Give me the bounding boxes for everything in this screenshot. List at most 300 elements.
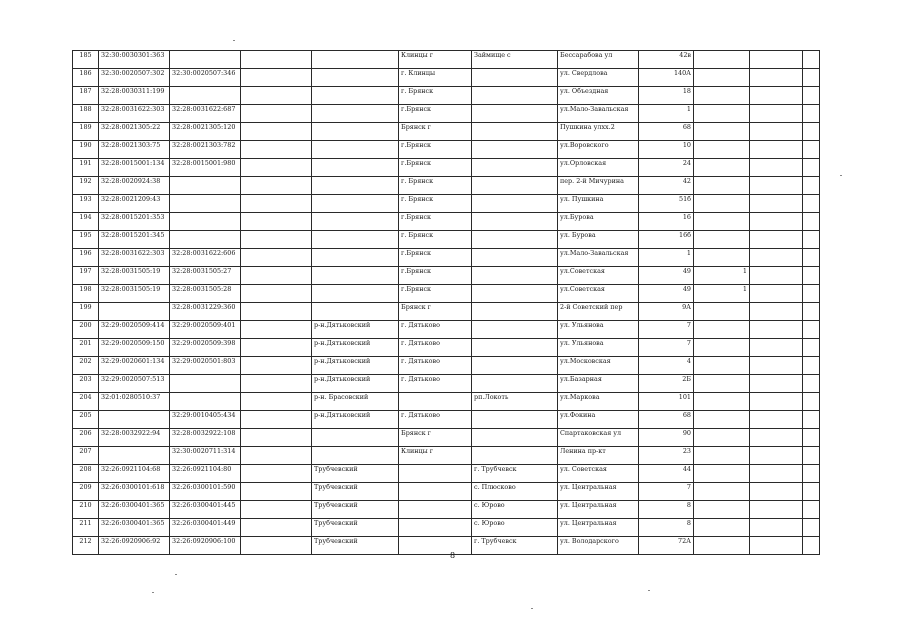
table-row [73,159,820,177]
house-number: 7 [639,321,694,339]
empty-column [750,321,803,339]
house-number: 1 [639,249,694,267]
cadastral-number-land: 32:30:0020507:302 [99,69,170,87]
district: Трубчевский [312,537,399,555]
district [312,447,399,465]
district [312,141,399,159]
district: р-н.Дятьковский [312,357,399,375]
cadastral-number-land: 32:28:0015201:345 [99,231,170,249]
scan-speck [840,175,842,176]
empty-column [750,429,803,447]
table-row [73,177,820,195]
city: Брянск г [399,429,472,447]
row-number: 188 [73,105,99,123]
city: Брянск г [399,303,472,321]
cadastral-number-land: 32:26:0300401:365 [99,519,170,537]
row-number: 204 [73,393,99,411]
cadastral-number-land: 32:28:0021209:43 [99,195,170,213]
end-column [803,411,820,429]
row-number: 185 [73,51,99,69]
cadastral-number-building: 32:29:0020501:803 [170,357,241,375]
flag-column [694,231,750,249]
city: г. Брянск [399,231,472,249]
table-row [73,321,820,339]
row-number: 198 [73,285,99,303]
row-number: 191 [73,159,99,177]
cadastral-number-building [170,195,241,213]
table-row [73,213,820,231]
cadastral-number-building [170,51,241,69]
row-number: 199 [73,303,99,321]
district [312,159,399,177]
row-number: 205 [73,411,99,429]
cadastral-number-land [99,411,170,429]
cadastral-number-building: 32:28:0021303:782 [170,141,241,159]
empty-column [750,141,803,159]
house-number: 23 [639,447,694,465]
extra-number [241,447,312,465]
cadastral-number-building [170,87,241,105]
table-row [73,249,820,267]
empty-column [750,267,803,285]
house-number: 90 [639,429,694,447]
district [312,285,399,303]
house-number: 18 [639,87,694,105]
house-number: 8 [639,501,694,519]
table-row [73,519,820,537]
street: ул. Пушкина [558,195,639,213]
city: г.Брянск [399,141,472,159]
table-row [73,447,820,465]
city [399,501,472,519]
row-number: 189 [73,123,99,141]
empty-column [750,357,803,375]
extra-number [241,303,312,321]
row-number: 186 [73,69,99,87]
end-column [803,195,820,213]
house-number: 68 [639,411,694,429]
settlement [472,303,558,321]
cadastral-number-land: 32:28:0021303:75 [99,141,170,159]
cadastral-number-building: 32:28:0031505:27 [170,267,241,285]
settlement [472,141,558,159]
cadastral-number-building: 32:28:0031622:687 [170,105,241,123]
extra-number [241,357,312,375]
street: ул.Московская [558,357,639,375]
empty-column [750,105,803,123]
street: ул.Воровского [558,141,639,159]
cadastral-number-building: 32:26:0300401:449 [170,519,241,537]
end-column [803,285,820,303]
flag-column [694,465,750,483]
row-number: 209 [73,483,99,501]
settlement [472,195,558,213]
cadastral-number-building: 32:28:0031505:28 [170,285,241,303]
flag-column [694,87,750,105]
settlement: Займище с [472,51,558,69]
empty-column [750,375,803,393]
scan-speck [175,574,177,575]
street: ул. Объездная [558,87,639,105]
cadastral-number-building: 32:26:0300101:590 [170,483,241,501]
empty-column [750,213,803,231]
row-number: 187 [73,87,99,105]
scan-speck [152,592,154,593]
page-number: 8 [449,551,456,560]
street: ул. Ульянова [558,321,639,339]
extra-number [241,411,312,429]
settlement [472,123,558,141]
cadastral-number-building: 32:26:0920906:100 [170,537,241,555]
street: ул.Советская [558,285,639,303]
end-column [803,429,820,447]
empty-column [750,303,803,321]
cadastral-number-land: 32:28:0015201:353 [99,213,170,231]
scan-speck [233,40,235,41]
cadastral-number-building: 32:28:0032922:108 [170,429,241,447]
flag-column [694,123,750,141]
empty-column [750,465,803,483]
district [312,231,399,249]
flag-column [694,249,750,267]
city: г. Дятьково [399,375,472,393]
settlement [472,447,558,465]
flag-column [694,69,750,87]
empty-column [750,339,803,357]
end-column [803,375,820,393]
extra-number [241,123,312,141]
end-column [803,51,820,69]
table-row [73,501,820,519]
extra-number [241,141,312,159]
extra-number [241,51,312,69]
row-number: 196 [73,249,99,267]
extra-number [241,177,312,195]
end-column [803,87,820,105]
flag-column [694,375,750,393]
flag-column [694,339,750,357]
city: г. Брянск [399,195,472,213]
district [312,267,399,285]
district [312,429,399,447]
flag-column [694,393,750,411]
table-row [73,141,820,159]
cadastral-number-land: 32:01:0280510:37 [99,393,170,411]
street: Пушкина улхх.2 [558,123,639,141]
house-number: 42в [639,51,694,69]
city: г. Дятьково [399,339,472,357]
table-row [73,357,820,375]
extra-number [241,267,312,285]
extra-number [241,69,312,87]
cadastral-number-building [170,393,241,411]
flag-column [694,411,750,429]
settlement [472,285,558,303]
property-register-table [72,50,820,555]
cadastral-number-land [99,303,170,321]
cadastral-number-land: 32:26:0920906:92 [99,537,170,555]
house-number: 8 [639,519,694,537]
end-column [803,339,820,357]
cadastral-number-land: 32:26:0300401:365 [99,501,170,519]
street: Спартаковская ул [558,429,639,447]
cadastral-number-building: 32:26:0300401:445 [170,501,241,519]
street: ул.Маркова [558,393,639,411]
cadastral-number-land: 32:28:0015001:134 [99,159,170,177]
cadastral-number-land: 32:29:0020601:134 [99,357,170,375]
cadastral-number-building [170,231,241,249]
cadastral-number-land: 32:29:0020509:150 [99,339,170,357]
house-number: 9А [639,303,694,321]
settlement [472,69,558,87]
street: ул. Центральная [558,483,639,501]
flag-column [694,177,750,195]
city: г.Брянск [399,159,472,177]
street: ул. Центральная [558,519,639,537]
settlement [472,411,558,429]
house-number: 44 [639,465,694,483]
flag-column [694,213,750,231]
table-row [73,123,820,141]
extra-number [241,375,312,393]
city: г. Дятьково [399,411,472,429]
row-number: 211 [73,519,99,537]
table-body [73,51,820,555]
settlement: с. Юрово [472,519,558,537]
cadastral-number-land: 32:28:0031505:19 [99,285,170,303]
district [312,213,399,231]
district: Трубчевский [312,483,399,501]
street: ул. Центральная [558,501,639,519]
row-number: 212 [73,537,99,555]
end-column [803,447,820,465]
city: Брянск г [399,123,472,141]
row-number: 200 [73,321,99,339]
settlement [472,321,558,339]
settlement [472,357,558,375]
settlement [472,105,558,123]
district [312,51,399,69]
city: г. Брянск [399,177,472,195]
extra-number [241,501,312,519]
house-number: 140А [639,69,694,87]
house-number: 7 [639,483,694,501]
end-column [803,357,820,375]
street: Ленина пр-кт [558,447,639,465]
district [312,303,399,321]
district: Трубчевский [312,465,399,483]
end-column [803,123,820,141]
flag-column [694,447,750,465]
district [312,177,399,195]
extra-number [241,519,312,537]
city: г.Брянск [399,213,472,231]
row-number: 210 [73,501,99,519]
extra-number [241,249,312,267]
cadastral-number-building: 32:29:0020509:398 [170,339,241,357]
empty-column [750,51,803,69]
table-row [73,105,820,123]
settlement: г. Трубчевск [472,465,558,483]
empty-column [750,411,803,429]
cadastral-number-land: 32:29:0020507:513 [99,375,170,393]
flag-column [694,195,750,213]
end-column [803,249,820,267]
row-number: 208 [73,465,99,483]
empty-column [750,177,803,195]
flag-column [694,321,750,339]
house-number: 51б [639,195,694,213]
house-number: 68 [639,123,694,141]
flag-column [694,501,750,519]
cadastral-number-building: 32:29:0010405:434 [170,411,241,429]
house-number: 16б [639,231,694,249]
table-row [73,285,820,303]
extra-number [241,105,312,123]
city: г.Брянск [399,285,472,303]
flag-column [694,105,750,123]
row-number: 190 [73,141,99,159]
empty-column [750,393,803,411]
house-number: 24 [639,159,694,177]
end-column [803,213,820,231]
street: Бессарабова ул [558,51,639,69]
city: г.Брянск [399,105,472,123]
end-column [803,519,820,537]
end-column [803,177,820,195]
street: ул.Орловская [558,159,639,177]
cadastral-number-building: 32:28:0031229:360 [170,303,241,321]
end-column [803,105,820,123]
empty-column [750,447,803,465]
house-number: 72А [639,537,694,555]
end-column [803,141,820,159]
extra-number [241,285,312,303]
city [399,393,472,411]
street: ул. Володарского [558,537,639,555]
extra-number [241,213,312,231]
table-row [73,69,820,87]
cadastral-number-building: 32:28:0021305:120 [170,123,241,141]
house-number: 101 [639,393,694,411]
extra-number [241,429,312,447]
city: г.Брянск [399,249,472,267]
flag-column [694,51,750,69]
end-column [803,465,820,483]
flag-column [694,429,750,447]
cadastral-number-land: 32:26:0300101:618 [99,483,170,501]
row-number: 197 [73,267,99,285]
district: р-н.Дятьковский [312,321,399,339]
table-row [73,483,820,501]
row-number: 201 [73,339,99,357]
end-column [803,159,820,177]
empty-column [750,159,803,177]
table-row [73,51,820,69]
district [312,105,399,123]
end-column [803,303,820,321]
street: ул.Советская [558,267,639,285]
cadastral-number-land: 32:28:0020924:38 [99,177,170,195]
table-row [73,231,820,249]
cadastral-number-building: 32:28:0015001:980 [170,159,241,177]
cadastral-number-building: 32:30:0020711:314 [170,447,241,465]
empty-column [750,69,803,87]
city: Клинцы г [399,51,472,69]
cadastral-number-land: 32:30:0030301:363 [99,51,170,69]
settlement [472,213,558,231]
extra-number [241,159,312,177]
row-number: 193 [73,195,99,213]
street: ул.Базарная [558,375,639,393]
extra-number [241,465,312,483]
cadastral-number-land: 32:28:0031622:303 [99,249,170,267]
cadastral-number-building [170,375,241,393]
district [312,69,399,87]
street: ул. Ульянова [558,339,639,357]
row-number: 192 [73,177,99,195]
extra-number [241,321,312,339]
city: г.Брянск [399,267,472,285]
street: 2-й Советский пер [558,303,639,321]
flag-column: 1 [694,267,750,285]
end-column [803,267,820,285]
house-number: 1 [639,105,694,123]
end-column [803,231,820,249]
table-row [73,267,820,285]
district [312,123,399,141]
house-number: 4 [639,357,694,375]
city [399,483,472,501]
district: р-н.Дятьковский [312,411,399,429]
cadastral-number-land: 32:28:0032922:94 [99,429,170,447]
empty-column [750,87,803,105]
end-column [803,483,820,501]
street: ул.Мало-Завальская [558,105,639,123]
empty-column [750,501,803,519]
table-row [73,303,820,321]
table-row [73,411,820,429]
row-number: 202 [73,357,99,375]
city: г. Клинцы [399,69,472,87]
district [312,249,399,267]
district: р-н. Брасовский [312,393,399,411]
table-row [73,393,820,411]
city: г. Брянск [399,87,472,105]
settlement [472,177,558,195]
empty-column [750,195,803,213]
settlement [472,231,558,249]
street: ул.Фокина [558,411,639,429]
flag-column [694,303,750,321]
city [399,465,472,483]
table-row [73,465,820,483]
cadastral-number-land: 32:28:0031505:19 [99,267,170,285]
settlement [472,339,558,357]
table-row [73,375,820,393]
house-number: 16 [639,213,694,231]
flag-column [694,141,750,159]
row-number: 207 [73,447,99,465]
table-row [73,195,820,213]
end-column [803,393,820,411]
extra-number [241,195,312,213]
flag-column [694,357,750,375]
empty-column [750,483,803,501]
cadastral-number-land [99,447,170,465]
cadastral-number-building [170,213,241,231]
house-number: 2Б [639,375,694,393]
